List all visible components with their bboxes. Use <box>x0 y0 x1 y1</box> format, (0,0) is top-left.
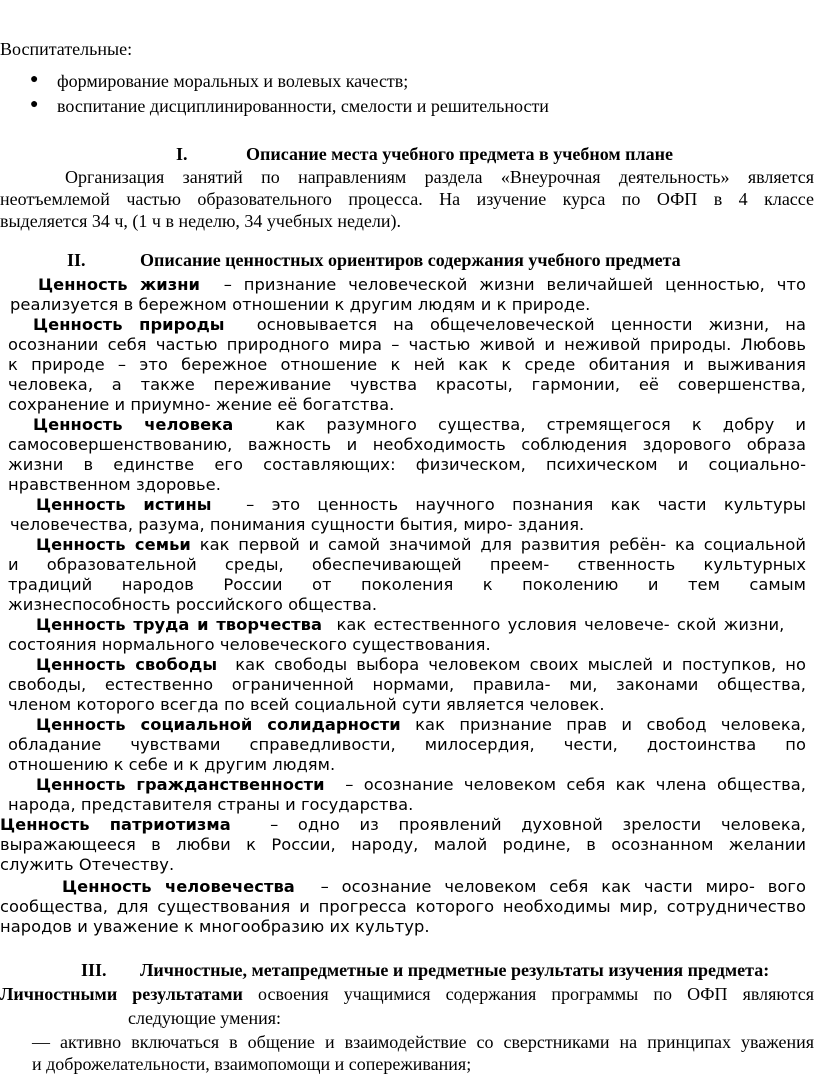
value-freedom-term: Ценность свободы <box>36 655 218 674</box>
section-3-line-2: следующие умения: <box>128 1008 281 1028</box>
section-3-heading <box>81 959 769 981</box>
value-truth-line-1: Ценность истины – это ценность научного познания как части культуры <box>36 495 807 514</box>
value-human-line-1: Ценность человека как разумного существа, стремящегося к добру и <box>33 415 807 434</box>
value-labor-line-2: состояния нормального человеческого существования. <box>8 635 491 654</box>
value-citizenship-line-2: народа, представителя страны и государства. <box>8 795 414 814</box>
value-humanity-line-1: Ценность человечества – осознание человеком себя как части миро- вого <box>62 877 807 896</box>
value-citizenship-term: Ценность гражданственности <box>36 775 325 794</box>
value-solidarity-line-3: отношению к себе и к другим людям. <box>8 755 336 774</box>
section-3-line-4: и доброжелательности, взаимопомощи и сопереживания; <box>32 1054 472 1074</box>
section-2-heading <box>67 249 681 271</box>
value-labor-line-1: Ценность труда и творчества как естественного условия человече- ской жизни, <box>36 615 785 634</box>
value-patriotism-line-3: служить Отечеству. <box>0 855 175 874</box>
value-life-term: Ценность жизни <box>38 275 200 294</box>
value-nature-line-2: осознании себя частью природного мира – частью живой и неживой природы. Любовь <box>8 335 806 354</box>
value-truth-line-2: человечества, разума, понимания сущности бытия, миро- здания. <box>10 515 585 534</box>
intro-bullet-2: воспитание дисциплинированности, смелости и решительности <box>57 96 549 116</box>
value-human-line-4: нравственном здоровье. <box>8 475 221 494</box>
section-1-line-3: выделяется 34 ч, (1 ч в неделю, 34 учебных недели). <box>0 211 401 231</box>
section-2-title: Описание ценностных ориентиров содержания учебного предмета <box>140 250 681 270</box>
value-human-line-3: жизни в единстве его составляющих: физическом, психическом и социально- <box>8 455 806 474</box>
value-patriotism-term: Ценность патриотизма <box>0 815 231 834</box>
intro-label: Воспитательные: <box>0 39 133 59</box>
value-family-line-1: Ценность семьи как первой и самой значимой для развития ребён- ка социальной <box>36 535 806 554</box>
bullet-icon: ● <box>30 72 39 87</box>
value-human-term: Ценность человека <box>33 415 234 434</box>
value-labor-term: Ценность труда и творчества <box>36 615 322 634</box>
value-nature-line-5: сохранение и приумно- жение её богатства. <box>8 395 395 414</box>
value-family-line-3: традиций народов России от поколения к поколению и тем самым <box>8 575 806 594</box>
personal-results-term: Личностными результатами <box>0 984 243 1004</box>
value-family-line-2: и образовательной среды, обеспечивающей преем- ственность культурных <box>8 555 806 574</box>
intro-bullet-1: формирование моральных и волевых качеств; <box>57 71 409 91</box>
value-solidarity-line-1: Ценность социальной солидарности как признание прав и свобод человека, <box>36 715 806 734</box>
value-family-term: Ценность семьи <box>36 535 191 554</box>
value-citizenship-line-1: Ценность гражданственности – осознание человеком себя как члена общества, <box>36 775 807 794</box>
value-patriotism-line-2: выражающееся в любви к России, народу, малой родине, в осознанном желании <box>0 835 806 854</box>
value-freedom-line-1: Ценность свободы как свободы выбора человеком своих мыслей и поступков, но <box>36 655 807 674</box>
section-3-line-1: Личностными результатами освоения учащимися содержания программы по ОФП являются <box>0 984 814 1004</box>
value-nature-line-4: человека, а также переживание чувства красоты, гармонии, её совершенства, <box>8 375 806 394</box>
section-3-title: Личностные, метапредметные и предметные результаты изучения предмета: <box>140 960 770 980</box>
value-human-line-2: самосовершенствованию, важность и необходимость соблюдения здорового образа <box>8 435 806 454</box>
value-humanity-term: Ценность человечества <box>62 877 295 896</box>
value-humanity-line-3: народов и уважение к многообразию их культур. <box>0 917 430 936</box>
value-nature-term: Ценность природы <box>33 315 225 334</box>
value-life-line-1: Ценность жизни – признание человеческой жизни величайшей ценностью, что <box>38 275 807 294</box>
value-truth-term: Ценность истины <box>36 495 212 514</box>
bullet-icon: ● <box>30 97 39 112</box>
value-family-line-4: жизнеспособность российского общества. <box>8 595 378 614</box>
section-1-title: Описание места учебного предмета в учебном плане <box>246 144 673 164</box>
value-freedom-line-2: свободы, естественно ограниченной нормами, правила- ми, законами общества, <box>8 675 806 694</box>
value-nature-line-1: Ценность природы основывается на общечеловеческой ценности жизни, на <box>33 315 806 334</box>
value-life-line-2: реализуется в бережном отношении к другим людям и к природе. <box>10 295 591 314</box>
section-1-heading <box>176 143 673 165</box>
value-patriotism-line-1: Ценность патриотизма – одно из проявлений духовной зрелости человека, <box>0 815 806 834</box>
section-1-line-1: Организация занятий по направлениям раздела «Внеурочная деятельность» является <box>65 167 814 187</box>
section-3-number: III. <box>81 960 107 980</box>
section-1-number: I. <box>176 144 188 164</box>
value-freedom-line-3: членом которого всегда по всей социальной сути является человек. <box>8 695 605 714</box>
section-3-line-3: — активно включаться в общение и взаимодействие со сверстниками на принципах уважения <box>32 1032 814 1052</box>
section-2-number: II. <box>67 250 86 270</box>
section-1-line-2: неотъемлемой частью образовательного процесса. На изучение курса по ОФП в 4 классе <box>0 189 814 209</box>
value-solidarity-line-2: обладание чувствами справедливости, милосердия, чести, достоинства по <box>8 735 806 754</box>
value-nature-line-3: к природе – это бережное отношение к ней как к среде обитания и выживания <box>8 355 806 374</box>
value-humanity-line-2: сообщества, для существования и прогресса которого необходимы мир, сотрудничество <box>0 897 806 916</box>
value-solidarity-term: Ценность социальной солидарности <box>36 715 401 734</box>
